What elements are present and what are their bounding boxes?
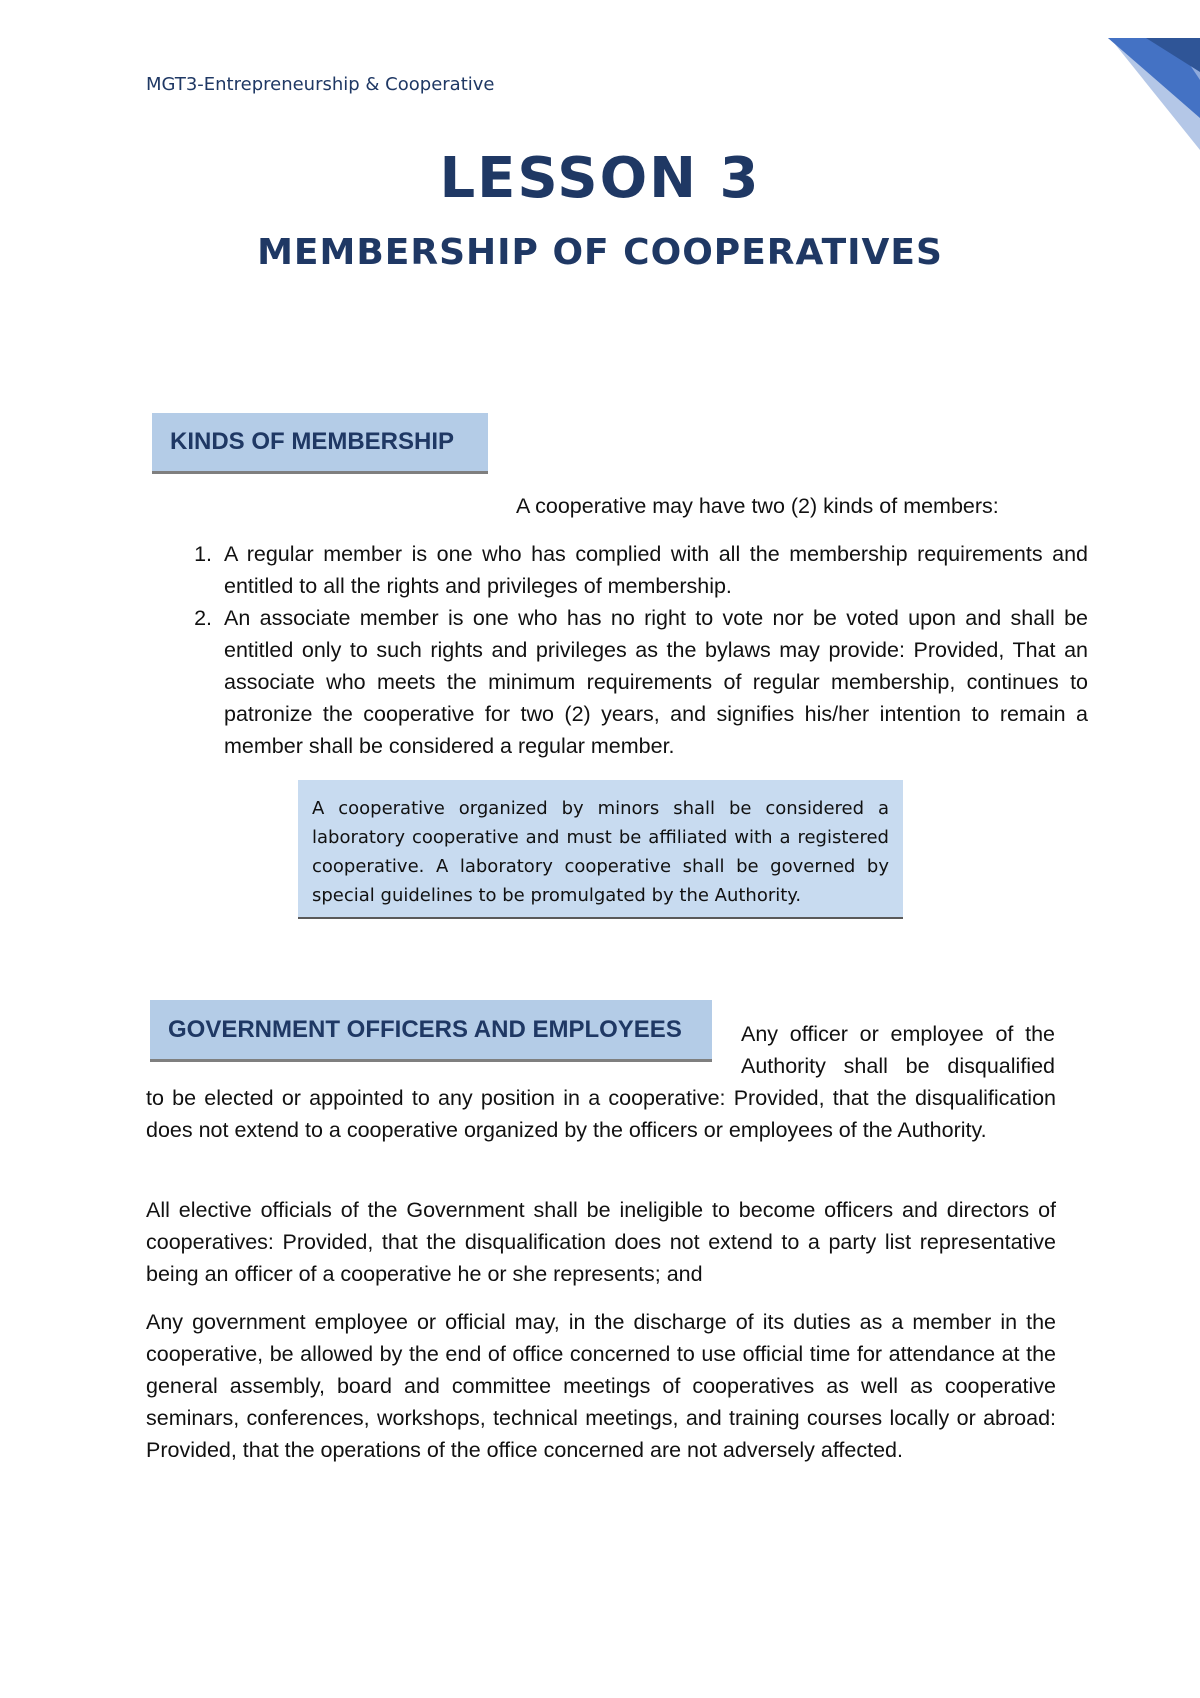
list-item: 2. An associate member is one who has no right to vote nor be voted upon and shall be entitled only to such rights and privileges as the bylaws may provide: Provided, That an associate who meets the minimum requirements of regular membership, continues to patronize the cooperative for two (2) years, and signifies his/her intention to remain a member shall be considered a regular member. <box>218 602 1088 762</box>
elective-officials-paragraph: All elective officials of the Government shall be ineligible to become officers and directors of cooperatives: Provided, that the disqualification does not extend to a party list representative being an officer of a cooperative he or she represents; and <box>146 1198 1056 1286</box>
government-heading-text: GOVERNMENT OFFICERS AND EMPLOYEES <box>168 1015 682 1043</box>
list-item: 1. A regular member is one who has complied with all the membership requirements and entitled to all the rights and privileges of membership. <box>218 538 1088 602</box>
kinds-intro: A cooperative may have two (2) kinds of members: <box>516 494 999 518</box>
laboratory-callout: A cooperative organized by minors shall be considered a laboratory cooperative and must be affiliated with a registered cooperative. A laboratory cooperative shall be governed by special guidelines to be promulgated by the Authority. <box>298 780 903 919</box>
government-paragraph-continued: to be elected or appointed to any position in a cooperative: Provided, that the disqualification does not extend to a cooperative organized by the officers or employees of the Authority. <box>146 1086 1056 1142</box>
member-list <box>185 538 1088 762</box>
official-time-paragraph: Any government employee or official may, in the discharge of its duties as a member in the cooperative, be allowed by the end of office concerned to use official time for attendance at the general assembly, board and committee meetings of cooperatives as well as cooperative seminars, conferences, workshops, technical meetings, and training courses locally or abroad: Provided, that the operations of the office concerned are not adversely affected. <box>146 1310 1056 1462</box>
lesson-subtitle: MEMBERSHIP OF COOPERATIVES <box>257 232 943 273</box>
kinds-heading-text: KINDS OF MEMBERSHIP <box>170 428 455 455</box>
corner-decoration <box>1050 0 1200 150</box>
course-header: MGT3-Entrepreneurship & Cooperative <box>146 74 495 95</box>
government-heading <box>150 1000 712 1062</box>
lesson-title: LESSON 3 <box>439 146 761 211</box>
government-paragraph-lead: Any officer or employee of the Authority shall be disqualified <box>741 1022 1055 1078</box>
kinds-heading <box>152 413 488 474</box>
